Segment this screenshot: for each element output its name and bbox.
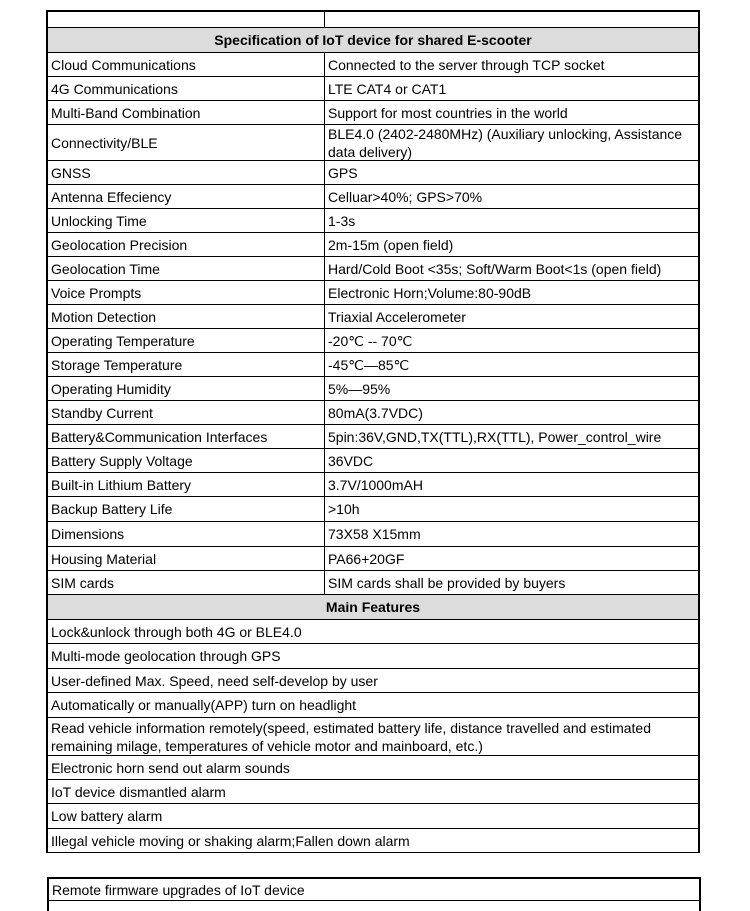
feature-row xyxy=(46,756,700,780)
feature-text: Automatically or manually(APP) turn on headlight xyxy=(51,697,357,713)
next-table xyxy=(47,877,701,911)
spec-name: Operating Humidity xyxy=(48,377,325,400)
spec-name: Geolocation Precision xyxy=(48,233,325,256)
features-title: Main Features xyxy=(48,595,698,619)
spec-row xyxy=(46,125,700,161)
feature-text: IoT device dismantled alarm xyxy=(51,783,226,800)
blank-row xyxy=(46,10,700,28)
spec-value: >10h xyxy=(328,501,360,517)
spec-row xyxy=(46,353,700,377)
spec-value: Connected to the server through TCP socket xyxy=(328,56,605,73)
spec-row xyxy=(46,425,700,449)
feature-text: Lock&unlock through both 4G or BLE4.0 xyxy=(51,623,302,640)
spec-value: 5pin:36V,GND,TX(TTL),RX(TTL), Power_control_wire xyxy=(328,428,662,445)
spec-name: Built-in Lithium Battery xyxy=(48,473,325,496)
spec-value: Celluar>40%; GPS>70% xyxy=(328,188,483,205)
spec-row xyxy=(46,497,700,522)
spec-name: Dimensions xyxy=(48,522,325,546)
spec-header-row xyxy=(46,28,700,53)
spec-value: PA66+20GF xyxy=(328,550,405,567)
spec-value: GPS xyxy=(328,164,358,181)
spec-name: Standby Current xyxy=(48,401,325,424)
spec-name: Battery Supply Voltage xyxy=(48,449,325,472)
features-header-row xyxy=(46,595,700,620)
feature-text: User-defined Max. Speed, need self-develop by user xyxy=(51,672,378,689)
spec-value: Electronic Horn;Volume:80-90dB xyxy=(328,284,532,301)
next-table-first-row: Remote firmware upgrades of IoT device xyxy=(52,881,305,898)
spec-value: 3.7V/1000mAH xyxy=(328,476,423,493)
spec-name: Antenna Effeciency xyxy=(48,185,325,208)
spec-name: Voice Prompts xyxy=(48,281,325,304)
spec-name: Battery&Communication Interfaces xyxy=(48,425,325,448)
spec-row xyxy=(46,53,700,77)
spec-row xyxy=(46,161,700,185)
spec-name: SIM cards xyxy=(48,571,325,594)
spec-rows xyxy=(46,53,700,595)
spec-row xyxy=(46,522,700,547)
spec-row xyxy=(46,101,700,125)
spec-value: -45℃—85℃ xyxy=(328,356,410,373)
spec-row xyxy=(46,185,700,209)
spec-row xyxy=(46,305,700,329)
spec-title: Specification of IoT device for shared E-scooter xyxy=(48,28,698,52)
spec-row xyxy=(46,449,700,473)
spec-name: Motion Detection xyxy=(48,305,325,328)
spec-row xyxy=(46,77,700,101)
spec-value: -20℃ -- 70℃ xyxy=(328,332,413,349)
blank-cell-right xyxy=(325,12,698,27)
spec-value: 2m-15m (open field) xyxy=(328,236,454,253)
spec-row xyxy=(46,257,700,281)
spec-row xyxy=(46,329,700,353)
feature-text: Electronic horn send out alarm sounds xyxy=(51,759,290,776)
spec-name: Connectivity/BLE xyxy=(48,125,325,160)
spec-value: 36VDC xyxy=(328,452,374,469)
feature-row xyxy=(46,620,700,644)
spec-name: Cloud Communications xyxy=(48,53,325,76)
spec-name: Operating Temperature xyxy=(48,329,325,352)
feature-row xyxy=(46,718,700,756)
feature-row xyxy=(46,829,700,853)
spec-name: GNSS xyxy=(48,161,325,184)
spec-row xyxy=(46,377,700,401)
next-table-row xyxy=(47,877,701,901)
feature-rows xyxy=(46,620,700,853)
blank-cell-left xyxy=(48,12,325,27)
spec-name: Unlocking Time xyxy=(48,209,325,232)
feature-text: Low battery alarm xyxy=(51,808,163,824)
spec-value: 1-3s xyxy=(328,212,356,229)
feature-row xyxy=(46,804,700,829)
feature-row xyxy=(46,644,700,669)
spec-value: Hard/Cold Boot <35s; Soft/Warm Boot<1s (open field) xyxy=(328,260,662,277)
spec-row xyxy=(46,473,700,497)
feature-text: Read vehicle information remotely(speed, estimated battery life, distance travelled and estimated remaining milage, temperatures of vehicle motor and mainboard, etc.) xyxy=(51,719,651,754)
spec-row xyxy=(46,233,700,257)
spec-value: 5%—95% xyxy=(328,380,391,397)
feature-text: Illegal vehicle moving or shaking alarm;Fallen down alarm xyxy=(51,832,410,849)
feature-row xyxy=(46,669,700,693)
spec-row xyxy=(46,281,700,305)
feature-row xyxy=(46,693,700,718)
spec-value: 80mA(3.7VDC) xyxy=(328,404,423,421)
spec-value: LTE CAT4 or CAT1 xyxy=(328,80,447,97)
spec-value: SIM cards shall be provided by buyers xyxy=(328,574,566,591)
feature-text: Multi-mode geolocation through GPS xyxy=(51,648,281,664)
spec-value: BLE4.0 (2402-2480MHz) (Auxiliary unlocking, Assistance data delivery) xyxy=(328,125,683,160)
spec-name: Geolocation Time xyxy=(48,257,325,280)
spec-row xyxy=(46,571,700,595)
spec-value: Triaxial Accelerometer xyxy=(328,308,466,325)
spec-row xyxy=(46,209,700,233)
spec-row xyxy=(46,401,700,425)
spec-row xyxy=(46,547,700,571)
spec-table xyxy=(46,10,700,853)
spec-name: Storage Temperature xyxy=(48,353,325,376)
spec-name: Housing Material xyxy=(48,547,325,570)
spec-name: Backup Battery Life xyxy=(48,497,325,521)
spec-value: Support for most countries in the world xyxy=(328,104,568,121)
spec-name: 4G Communications xyxy=(48,77,325,100)
feature-row xyxy=(46,780,700,804)
spec-value: 73X58 X15mm xyxy=(328,526,421,542)
next-table-row-cut xyxy=(47,901,701,911)
spec-name: Multi-Band Combination xyxy=(48,101,325,124)
